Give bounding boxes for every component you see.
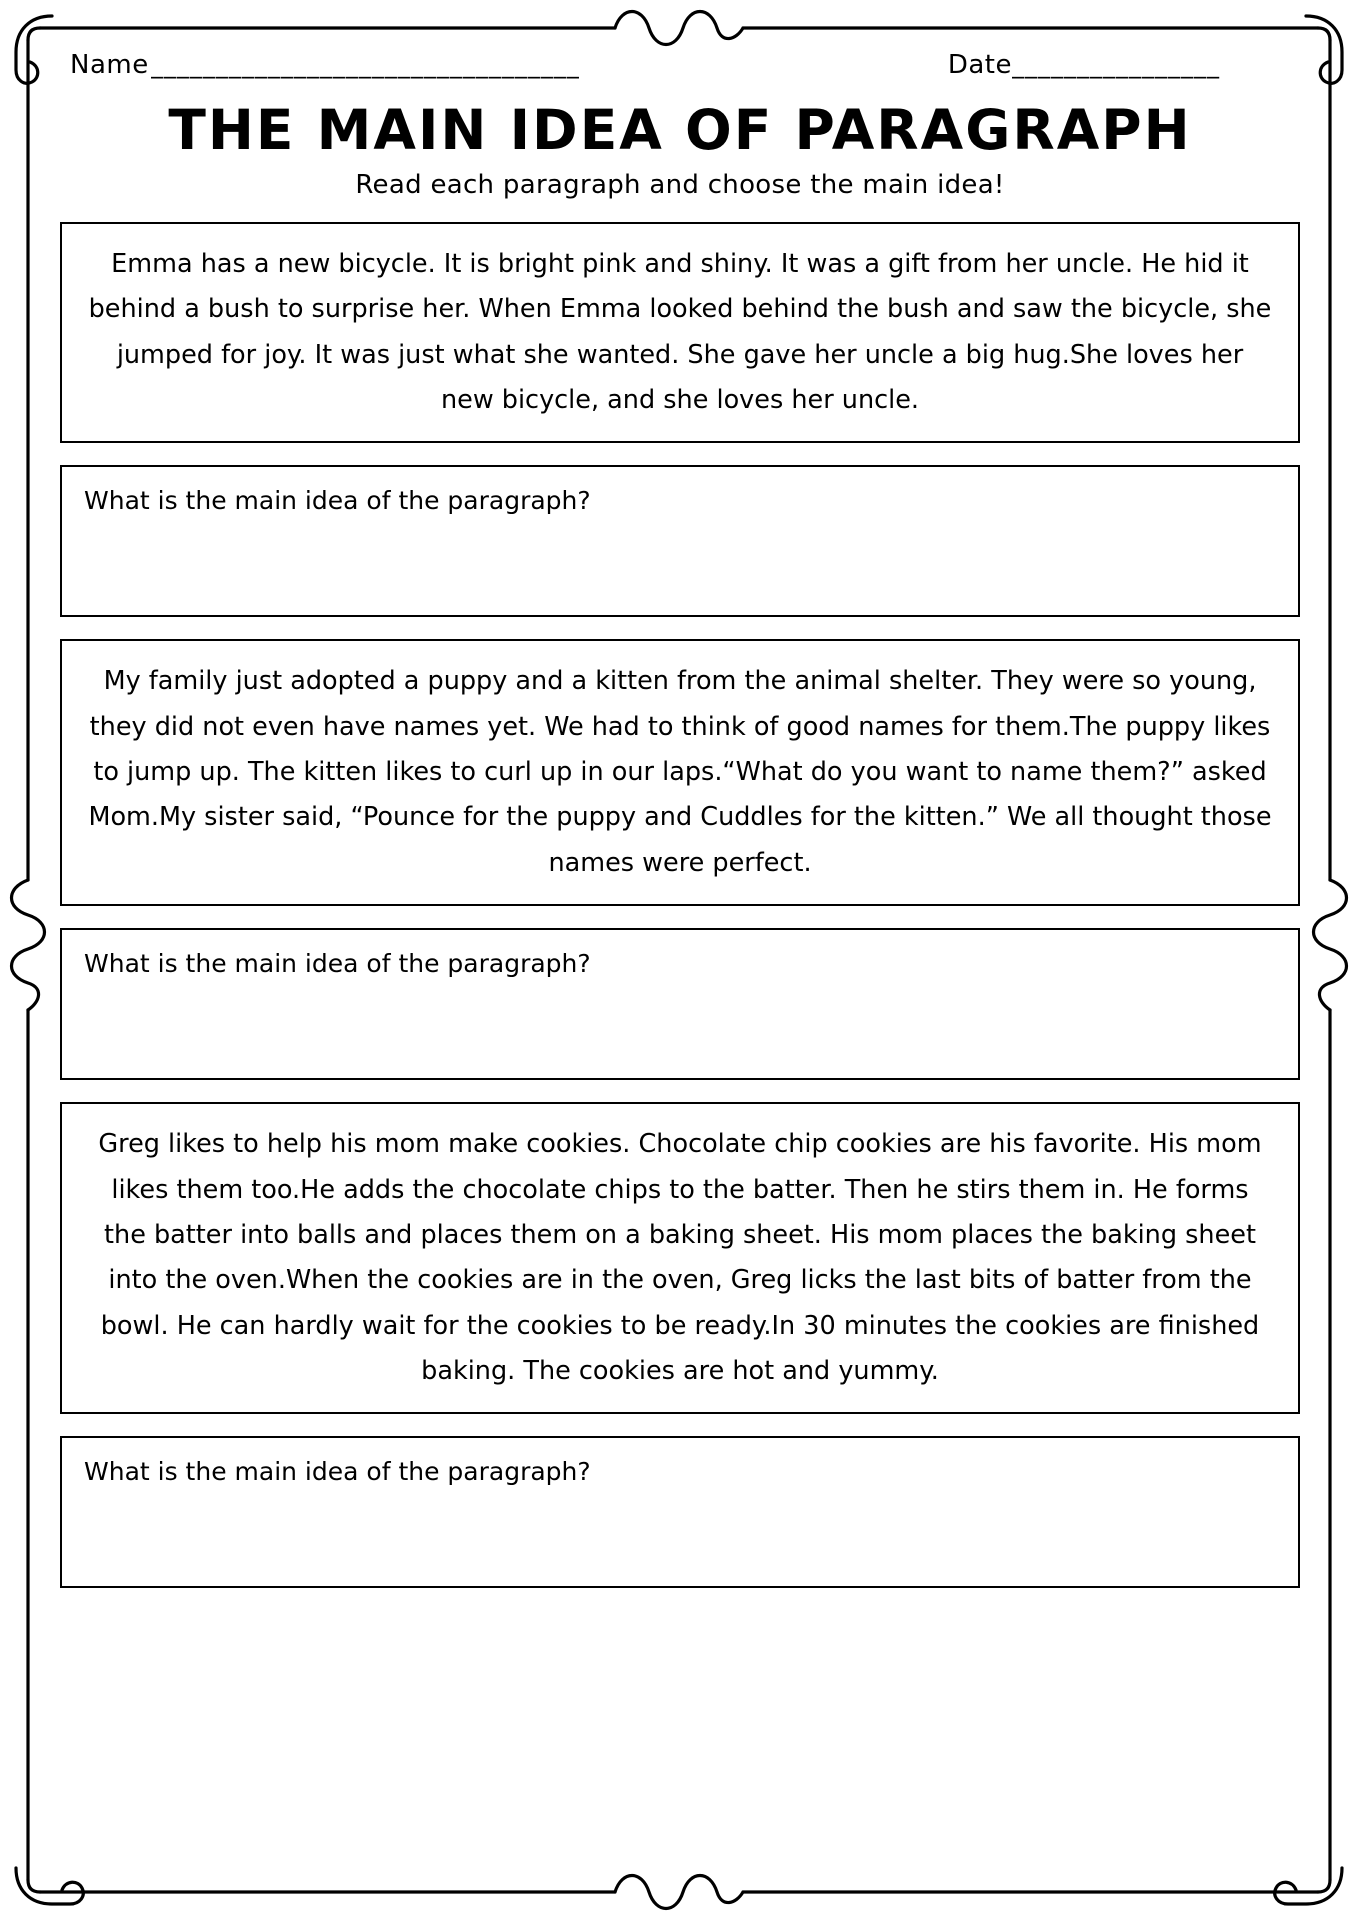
paragraph-text: Greg likes to help his mom make cookies. Chocolate chip cookies are his favorite. His mom likes them too.He adds the chocolate chips to the batter. Then he stirs them in. He forms the batter into balls and places them on a baking sheet. His mom places the baking sheet into the oven.When the cookies are in the oven, Greg licks the last bits of batter from the bowl. He can hardly wait for the cookies to be ready.In 30 minutes the cookies are finished baking. The cookies are hot and yummy. — [98, 1129, 1262, 1386]
page-title: THE MAIN IDEA OF PARAGRAPH — [168, 98, 1192, 162]
name-input-line[interactable]: _________________________________ — [150, 51, 580, 79]
paragraph-text: My family just adopted a puppy and a kitten from the animal shelter. They were so young, they did not even have names yet. We had to think of good names for them.The puppy likes to jump up. The kitten likes to curl up in our laps.“What do you want to name them?” asked Mom.My sister said, “Pounce for the puppy and Cuddles for the kitten.” We all thought those names were perfect. — [88, 666, 1272, 878]
name-date-row — [60, 50, 1300, 80]
date-label: Date — [947, 50, 1012, 80]
exercise-item — [60, 639, 1300, 1080]
paragraph-box — [60, 639, 1300, 906]
answer-box[interactable] — [60, 465, 1300, 617]
question-prompt: What is the main idea of the paragraph? — [84, 486, 591, 516]
paragraph-box — [60, 1102, 1300, 1414]
paragraph-text: Emma has a new bicycle. It is bright pink and shiny. It was a gift from her uncle. He hid it behind a bush to surprise her. When Emma looked behind the bush and saw the bicycle, she jumped for joy. It was just what she wanted. She gave her uncle a big hug.She loves her new bicycle, and she loves her uncle. — [88, 248, 1272, 415]
date-input-line[interactable]: ________________ — [1012, 51, 1220, 79]
page-subtitle: Read each paragraph and choose the main idea! — [355, 169, 1005, 200]
paragraph-box — [60, 222, 1300, 444]
exercise-item — [60, 1102, 1300, 1588]
answer-box[interactable] — [60, 1436, 1300, 1588]
answer-box[interactable] — [60, 928, 1300, 1080]
question-prompt: What is the main idea of the paragraph? — [84, 949, 591, 979]
worksheet-content — [60, 50, 1300, 1588]
name-label: Name — [70, 50, 149, 80]
question-prompt: What is the main idea of the paragraph? — [84, 1457, 591, 1487]
exercise-item — [60, 222, 1300, 618]
